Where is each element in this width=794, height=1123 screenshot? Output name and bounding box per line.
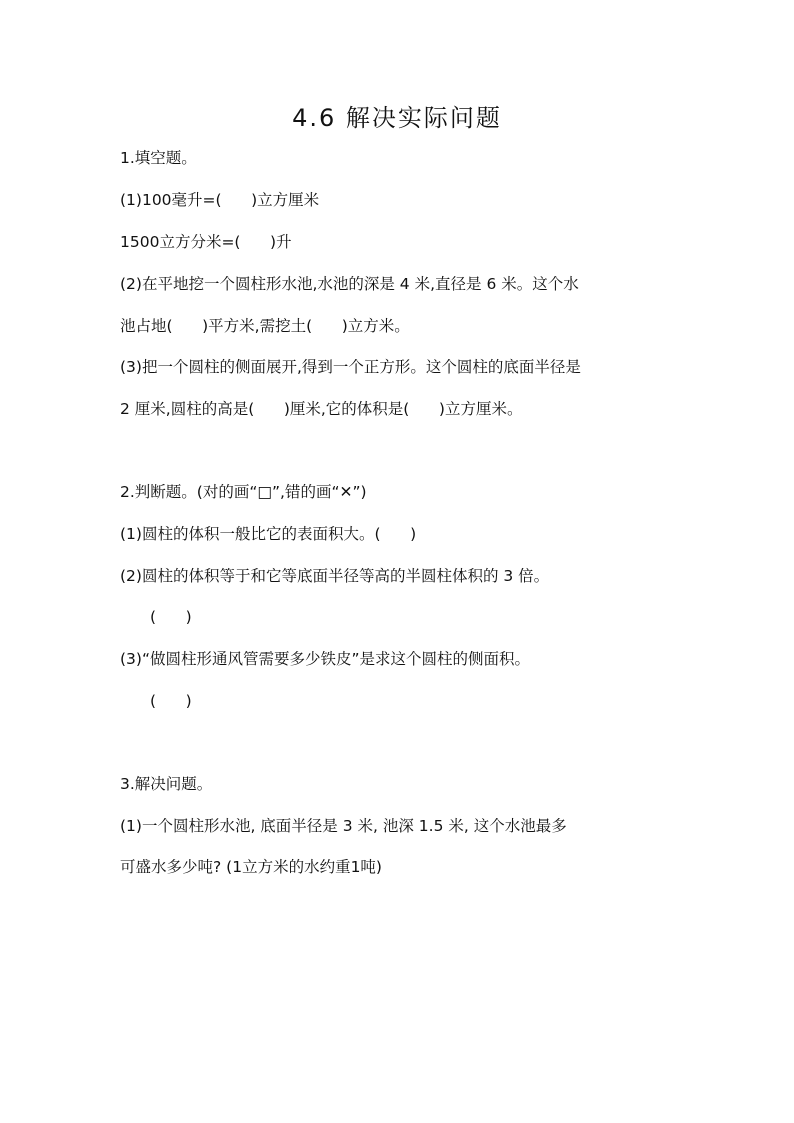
question-1-1-line-1: (1)100毫升=( )立方厘米	[120, 191, 320, 209]
question-1-3-line-1: (3)把一个圆柱的侧面展开,得到一个正方形。这个圆柱的底面半径是	[120, 358, 581, 376]
section-1-heading: 1.填空题。	[120, 149, 197, 167]
question-2-3: (3)“做圆柱形通风管需要多少铁皮”是求这个圆柱的侧面积。	[120, 650, 531, 668]
question-2-1: (1)圆柱的体积一般比它的表面积大。( )	[120, 525, 417, 543]
section-2-heading: 2.判断题。(对的画“□”,错的画“✕”)	[120, 483, 367, 501]
question-1-3-line-2: 2 厘米,圆柱的高是( )厘米,它的体积是( )立方厘米。	[120, 400, 523, 418]
section-3-heading: 3.解决问题。	[120, 775, 213, 793]
question-3-1-line-1: (1)一个圆柱形水池, 底面半径是 3 米, 池深 1.5 米, 这个水池最多	[120, 817, 567, 835]
question-2-3-answer-blank: ( )	[150, 692, 192, 710]
question-1-1-line-2: 1500立方分米=( )升	[120, 233, 292, 251]
question-3-1-line-2: 可盛水多少吨? (1立方米的水约重1吨)	[120, 858, 382, 876]
question-1-2-line-1: (2)在平地挖一个圆柱形水池,水池的深是 4 米,直径是 6 米。这个水	[120, 275, 579, 293]
question-2-2-answer-blank: ( )	[150, 608, 192, 626]
page-title: 4.6 解决实际问题	[292, 104, 502, 132]
question-1-2-line-2: 池占地( )平方米,需挖土( )立方米。	[120, 317, 410, 335]
question-2-2: (2)圆柱的体积等于和它等底面半径等高的半圆柱体积的 3 倍。	[120, 567, 550, 585]
